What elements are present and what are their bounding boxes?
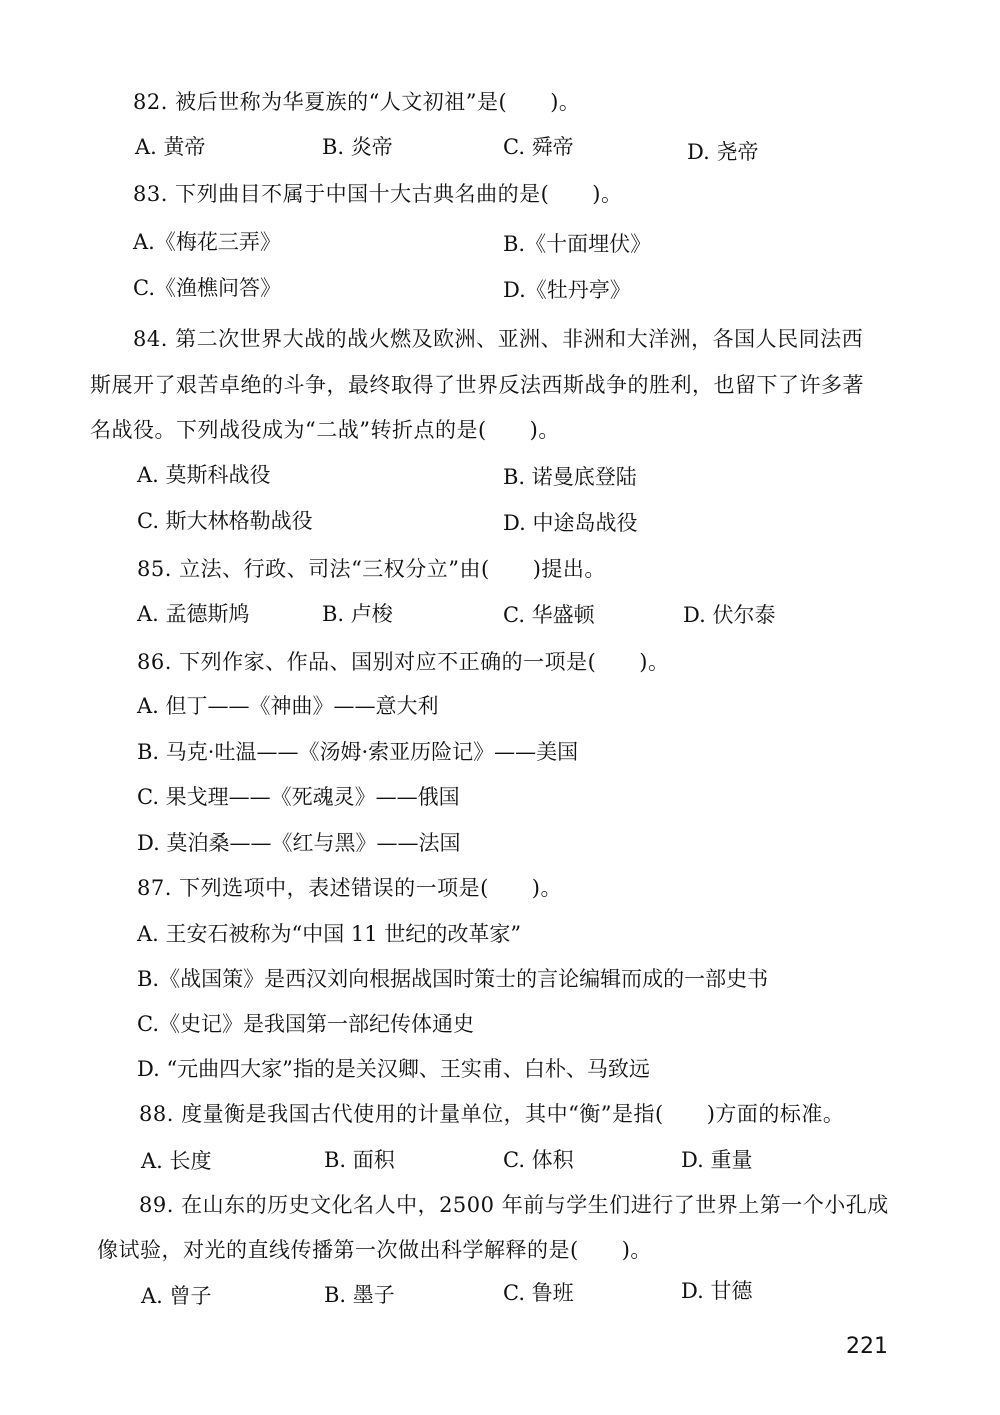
question-88-option-a: A. 长度 xyxy=(141,1149,212,1173)
question-89-stem-line-1: 89. 在山东的历史文化名人中，2500 年前与学生们进行了世界上第一个小孔成 xyxy=(139,1193,889,1217)
question-84-stem-line-1: 84. 第二次世界大战的战火燃及欧洲、亚洲、非洲和大洋洲，各国人民同法西 xyxy=(133,327,864,351)
question-86-option-c: C. 果戈理——《死魂灵》——俄国 xyxy=(137,785,460,809)
question-87-stem: 87. 下列选项中，表述错误的一项是( )。 xyxy=(137,876,562,900)
question-89-option-b: B. 墨子 xyxy=(324,1283,395,1307)
page-number: 221 xyxy=(846,1334,888,1359)
question-85-option-b: B. 卢梭 xyxy=(322,602,393,626)
question-85-option-a: A. 孟德斯鸠 xyxy=(137,602,250,626)
question-86-stem: 86. 下列作家、作品、国别对应不正确的一项是( )。 xyxy=(137,650,670,674)
question-82-option-a: A. 黄帝 xyxy=(135,135,206,159)
question-82-option-c: C. 舜帝 xyxy=(503,135,574,159)
question-87-option-b: B.《战国策》是西汉刘向根据战国时策士的言论编辑而成的一部史书 xyxy=(137,967,769,991)
question-85-option-d: D. 伏尔泰 xyxy=(683,603,776,627)
question-82-stem: 82. 被后世称为华夏族的“人文初祖”是( )。 xyxy=(133,90,581,114)
question-84-option-b: B. 诺曼底登陆 xyxy=(503,465,637,489)
question-89-option-a: A. 曾子 xyxy=(141,1284,212,1308)
question-83-option-c: C.《渔樵问答》 xyxy=(133,276,281,300)
question-86-option-d: D. 莫泊桑——《红与黑》——法国 xyxy=(137,831,461,855)
question-89-option-d: D. 甘德 xyxy=(681,1279,753,1303)
question-83-option-d: D.《牡丹亭》 xyxy=(503,278,631,302)
question-84-option-d: D. 中途岛战役 xyxy=(503,511,638,535)
question-85-stem: 85. 立法、行政、司法“三权分立”由( )提出。 xyxy=(137,557,606,581)
question-88-option-b: B. 面积 xyxy=(324,1148,395,1172)
question-87-option-a: A. 王安石被称为“中国 11 世纪的改革家” xyxy=(137,922,522,946)
question-86-option-b: B. 马克·吐温——《汤姆·索亚历险记》——美国 xyxy=(137,740,579,764)
question-89-stem-line-2: 像试验，对光的直线传播第一次做出科学解释的是( )。 xyxy=(97,1238,652,1262)
question-83-option-b: B.《十面埋伏》 xyxy=(503,232,652,256)
question-84-option-a: A. 莫斯科战役 xyxy=(137,463,271,487)
question-82-option-d: D. 尧帝 xyxy=(687,140,759,164)
question-85-option-c: C. 华盛顿 xyxy=(503,603,595,627)
question-87-option-d: D. “元曲四大家”指的是关汉卿、王实甫、白朴、马致远 xyxy=(137,1057,650,1081)
question-88-option-c: C. 体积 xyxy=(503,1148,574,1172)
question-87-option-c: C.《史记》是我国第一部纪传体通史 xyxy=(137,1012,474,1036)
question-86-option-a: A. 但丁——《神曲》——意大利 xyxy=(137,694,439,718)
question-84-stem-line-2: 斯展开了艰苦卓绝的斗争，最终取得了世界反法西斯战争的胜利，也留下了许多著 xyxy=(90,373,864,397)
question-83-option-a: A.《梅花三弄》 xyxy=(133,230,281,254)
question-88-option-d: D. 重量 xyxy=(681,1148,753,1172)
question-84-stem-line-3: 名战役。下列战役成为“二战”转折点的是( )。 xyxy=(90,418,560,442)
question-82-option-b: B. 炎帝 xyxy=(322,135,393,159)
question-88-stem: 88. 度量衡是我国古代使用的计量单位，其中“衡”是指( )方面的标准。 xyxy=(139,1102,845,1126)
question-84-option-c: C. 斯大林格勒战役 xyxy=(137,509,313,533)
question-83-stem: 83. 下列曲目不属于中国十大古典名曲的是( )。 xyxy=(133,182,623,206)
question-89-option-c: C. 鲁班 xyxy=(503,1281,574,1305)
